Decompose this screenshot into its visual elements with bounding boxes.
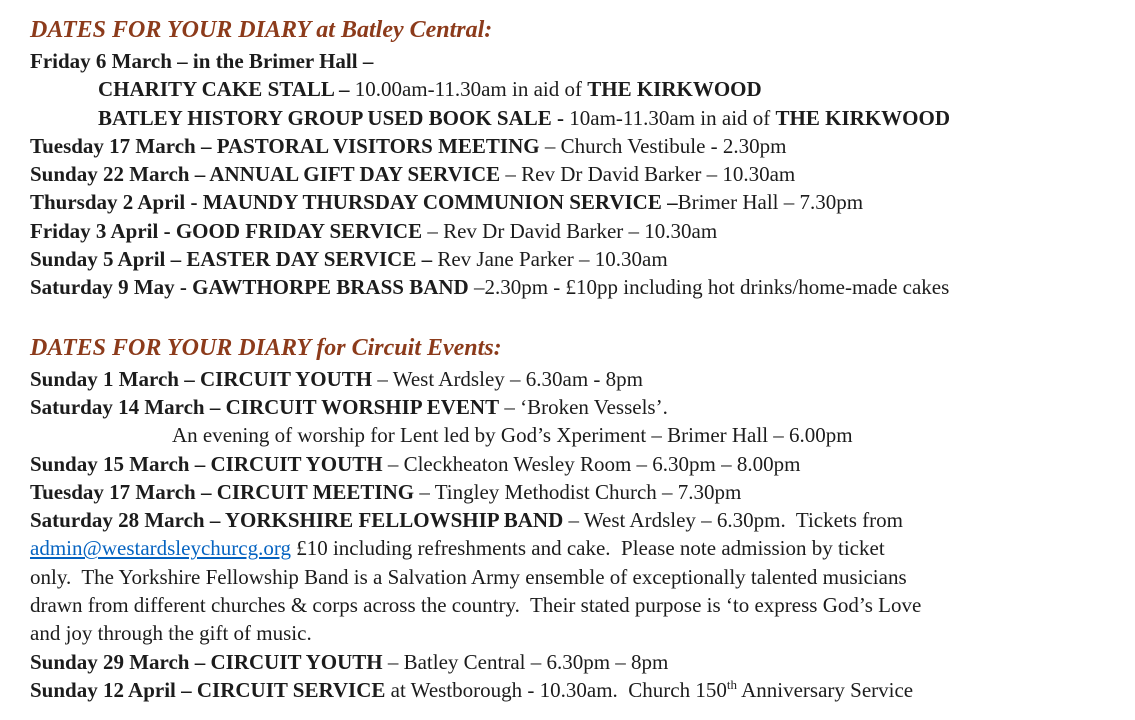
section-title-circuit-events: DATES FOR YOUR DIARY for Circuit Events:: [30, 334, 502, 361]
event-line: [30, 160, 1125, 188]
event-emphasis-text: THE KIRKWOOD: [775, 105, 950, 130]
event-text: Brimer Hall – 7.30pm: [677, 190, 864, 215]
event-line: [30, 450, 1125, 478]
email-link[interactable]: admin@westardsleychurcg.org: [30, 536, 291, 561]
event-emphasis-text: Thursday 2 April - MAUNDY THURSDAY COMMUNION SERVICE –: [30, 190, 678, 215]
event-line: [30, 47, 1125, 75]
event-text: Anniversary Service: [737, 677, 914, 702]
event-line: [30, 75, 1125, 103]
event-text: 10am-11.30am in aid of: [569, 105, 776, 130]
event-emphasis-text: CHARITY CAKE STALL –: [98, 77, 355, 102]
event-text: th: [726, 676, 737, 692]
event-text: – ‘Broken Vessels’.: [499, 394, 668, 419]
event-text: – West Ardsley – 6.30am - 8pm: [372, 366, 643, 391]
event-line: [30, 648, 1125, 676]
event-line: [30, 591, 1125, 619]
event-list-batley-central: [30, 47, 1125, 302]
event-text: An evening of worship for Lent led by God’s Xperiment – Brimer Hall – 6.00pm: [172, 423, 853, 448]
event-emphasis-text: Sunday 15 March – CIRCUIT YOUTH: [30, 451, 383, 476]
event-line: [30, 245, 1125, 273]
event-emphasis-text: Friday 3 April - GOOD FRIDAY SERVICE: [30, 218, 423, 243]
section-batley-central: [30, 14, 1125, 302]
event-line: [30, 132, 1125, 160]
event-text: – Cleckheaton Wesley Room – 6.30pm – 8.00pm: [382, 451, 801, 476]
event-text: at Westborough - 10.30am. Church 150: [385, 677, 727, 702]
event-line: [30, 421, 1125, 449]
event-emphasis-text: Sunday 22 March – ANNUAL GIFT DAY SERVICE: [30, 162, 501, 187]
event-line: [30, 365, 1125, 393]
event-emphasis-text: Saturday 28 March – YORKSHIRE FELLOWSHIP BAND: [30, 508, 564, 533]
event-emphasis-text: THE KIRKWOOD: [587, 77, 762, 102]
event-text: – Church Vestibule - 2.30pm: [539, 133, 787, 158]
event-text: only. The Yorkshire Fellowship Band is a Salvation Army ensemble of exceptionally talented musicians: [30, 564, 907, 589]
event-emphasis-text: Sunday 29 March – CIRCUIT YOUTH: [30, 649, 383, 674]
event-emphasis-text: Saturday 9 May - GAWTHORPE BRASS BAND: [30, 275, 469, 300]
event-text: drawn from different churches & corps across the country. Their stated purpose is ‘to express God’s Love: [30, 593, 922, 618]
event-text: – Batley Central – 6.30pm – 8pm: [382, 649, 669, 674]
event-line: [30, 188, 1125, 216]
event-line: [30, 273, 1125, 301]
event-line: [30, 676, 1125, 704]
event-emphasis-text: Sunday 12 April – CIRCUIT SERVICE: [30, 677, 386, 702]
event-line: [30, 393, 1125, 421]
event-line: [30, 506, 1125, 534]
event-emphasis-text: Sunday 5 April – EASTER DAY SERVICE –: [30, 247, 433, 272]
section-title-batley-central: DATES FOR YOUR DIARY at Batley Central:: [30, 17, 493, 43]
event-text: and joy through the gift of music.: [30, 621, 312, 646]
event-list-circuit-events: [30, 365, 1125, 705]
event-emphasis-text: Sunday 1 March – CIRCUIT YOUTH: [30, 366, 373, 391]
event-line: [30, 217, 1125, 245]
section-circuit-events: [30, 332, 1125, 705]
event-line: [30, 104, 1125, 132]
event-text: – Rev Dr David Barker – 10.30am: [422, 218, 718, 243]
event-line: [30, 478, 1125, 506]
event-emphasis-text: Tuesday 17 March – PASTORAL VISITORS MEETING: [30, 133, 540, 158]
event-emphasis-text: Friday 6 March – in the Brimer Hall –: [30, 49, 374, 73]
event-text: – West Ardsley – 6.30pm. Tickets from: [563, 508, 903, 533]
event-emphasis-text: BATLEY HISTORY GROUP USED BOOK SALE -: [98, 105, 570, 130]
event-text: £10 including refreshments and cake. Please note admission by ticket: [290, 536, 885, 561]
event-text: – Tingley Methodist Church – 7.30pm: [414, 479, 742, 504]
event-line: [30, 534, 1125, 562]
event-line: [30, 619, 1125, 647]
event-line: [30, 563, 1125, 591]
event-emphasis-text: Tuesday 17 March – CIRCUIT MEETING: [30, 479, 415, 504]
event-text: 10.00am-11.30am in aid of: [354, 77, 588, 102]
event-text: Rev Jane Parker – 10.30am: [432, 247, 668, 272]
event-text: – Rev Dr David Barker – 10.30am: [500, 162, 796, 187]
event-text: –2.30pm - £10pp including hot drinks/home-made cakes: [468, 275, 950, 300]
event-emphasis-text: Saturday 14 March – CIRCUIT WORSHIP EVENT: [30, 394, 500, 419]
